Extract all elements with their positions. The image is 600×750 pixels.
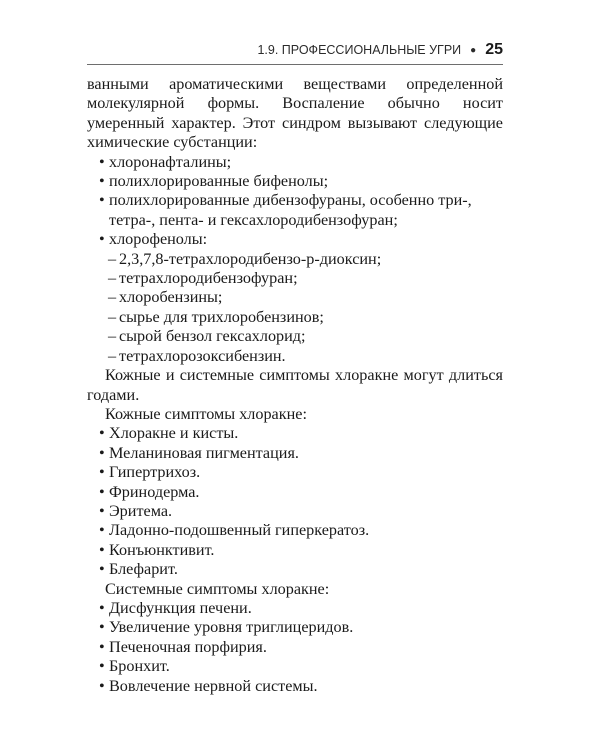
duration-paragraph: Кожные и системные симптомы хлоракне могут длиться годами. (87, 366, 503, 404)
list-item: • Гипертрихоз. (109, 463, 503, 482)
page-content (87, 75, 503, 696)
list-item: • Конъюнктивит. (109, 541, 503, 560)
list-item: • полихлорированные бифенолы; (109, 172, 503, 191)
list-item: • Увеличение уровня триглицеридов. (109, 618, 503, 637)
skin-symptoms-heading: Кожные симптомы хлоракне: (105, 404, 307, 423)
list-item: – сырой бензол гексахлорид; (119, 327, 503, 346)
list-item: – сырье для трихлоробензинов; (119, 308, 503, 327)
list-item: – тетрахлородибензофуран; (119, 269, 503, 288)
list-item: – тетрахлорозоксибензин. (119, 347, 503, 366)
list-item: • Бронхит. (109, 657, 503, 676)
list-item: • Ладонно-подошвенный гиперкератоз. (109, 521, 503, 540)
systemic-symptoms-list (87, 599, 503, 696)
list-item: – 2,3,7,8-тетрахлородибензо-р-диоксин; (119, 250, 503, 269)
list-item: • Фринодерма. (109, 483, 503, 502)
list-item: • хлорофенолы: (109, 230, 503, 249)
list-item: – хлоробензины; (119, 288, 503, 307)
skin-symptoms-list (87, 424, 503, 579)
section-title: 1.9. ПРОФЕССИОНАЛЬНЫЕ УГРИ (257, 43, 462, 57)
list-item: • Вовлечение нервной системы. (109, 677, 503, 696)
list-item: • Дисфункция печени. (109, 599, 503, 618)
systemic-symptoms-heading: Системные симптомы хлоракне: (105, 579, 330, 598)
list-item: • Хлоракне и кисты. (109, 424, 503, 443)
header-separator: ● (470, 44, 477, 56)
list-item: • Блефарит. (109, 560, 503, 579)
list-item: • Меланиновая пигментация. (109, 444, 503, 463)
list-item: • полихлорированные дибензофураны, особенно три-, тетра-, пента- и гексахлородибензофуран; (109, 191, 503, 230)
chlorophenol-sublist (87, 250, 503, 366)
list-item: • Печеночная порфирия. (109, 638, 503, 657)
list-item: • хлоронафталины; (109, 153, 503, 172)
page-number: 25 (485, 41, 503, 58)
list-item: • Эритема. (109, 502, 503, 521)
running-header (87, 36, 503, 65)
substances-list (87, 153, 503, 250)
intro-paragraph: ванными ароматическими веществами определенной молекулярной формы. Воспаление обычно носит умеренный характер. Этот синдром вызывают следующие химические субстанции: (87, 75, 503, 152)
